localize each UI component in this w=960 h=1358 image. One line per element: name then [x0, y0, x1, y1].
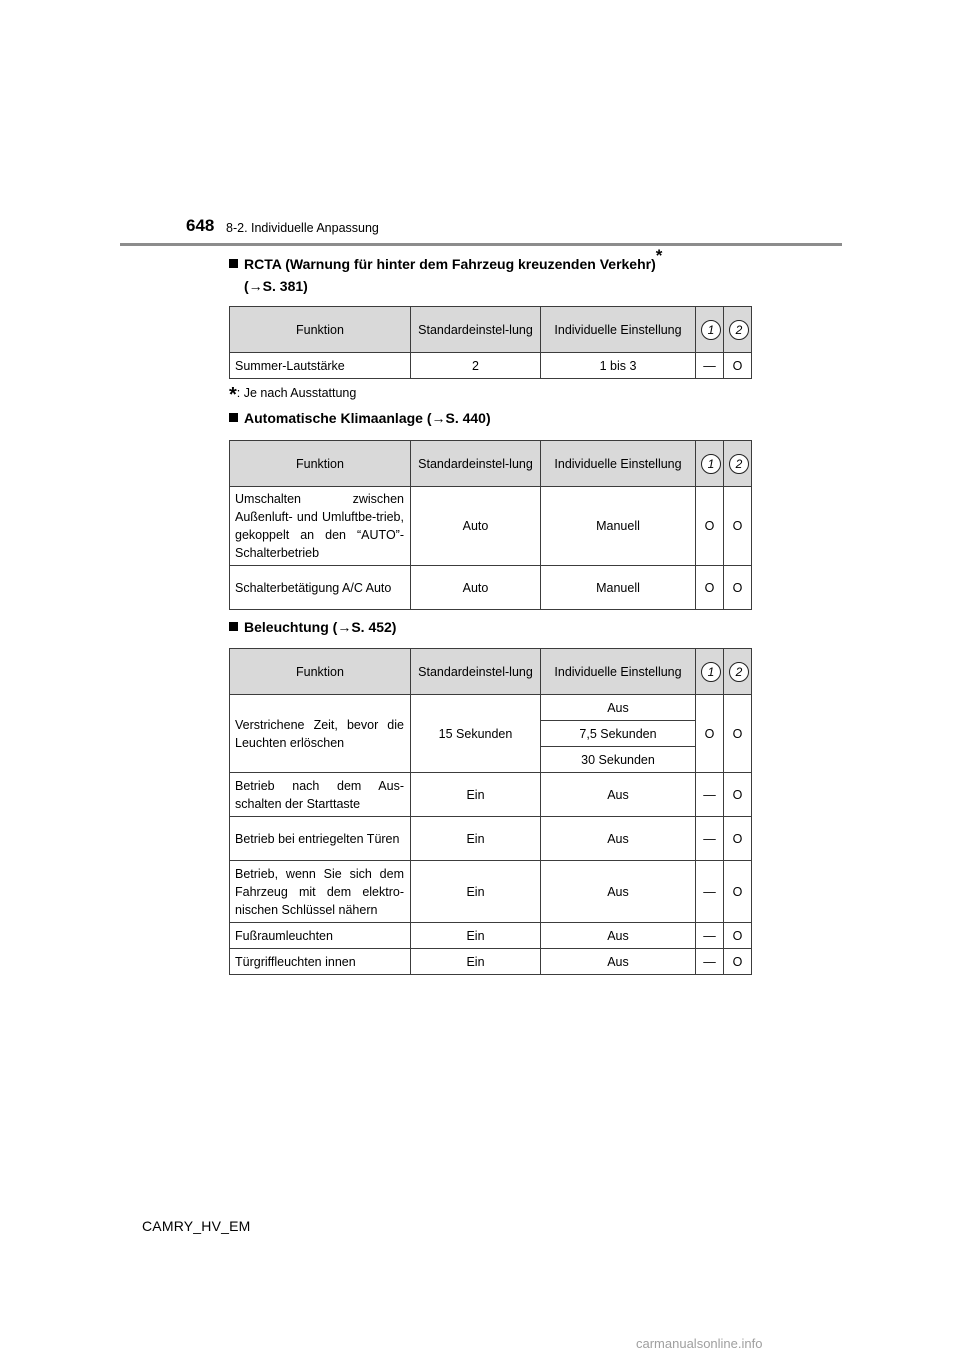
col-custom: Individuelle Einstellung — [541, 307, 696, 353]
option-cell: Aus — [541, 695, 696, 721]
watermark: carmanualsonline.info — [636, 1336, 763, 1351]
col-custom: Individuelle Einstellung — [541, 649, 696, 695]
circled-two-icon: 2 — [729, 662, 749, 682]
function-cell: Betrieb, wenn Sie sich dem Fahrzeug mit dem elektro-nischen Schlüssel nähern — [230, 861, 411, 923]
c2-cell: O — [724, 695, 752, 773]
circled-one-icon: 1 — [701, 662, 721, 682]
default-cell: Ein — [411, 949, 541, 975]
table-header-row — [230, 441, 752, 487]
bullet-square-icon — [229, 413, 238, 422]
function-cell: Verstrichene Zeit, bevor die Leuchten erlöschen — [230, 695, 411, 773]
bullet-square-icon — [229, 259, 238, 268]
custom-cell: Aus — [541, 861, 696, 923]
col-default: Standardeinstel-lung — [411, 441, 541, 487]
climate-table — [229, 440, 752, 610]
table-row — [230, 949, 752, 975]
c2-cell: O — [724, 353, 752, 379]
circled-one-icon: 1 — [701, 320, 721, 340]
lighting-title: Beleuchtung (→S. 452) — [244, 619, 397, 635]
footnote — [229, 384, 356, 407]
table-row — [230, 923, 752, 949]
function-cell: Betrieb bei entriegelten Türen — [230, 817, 411, 861]
col-default: Standardeinstel-lung — [411, 649, 541, 695]
custom-cell: Aus — [541, 949, 696, 975]
bullet-square-icon — [229, 622, 238, 631]
default-cell: 2 — [411, 353, 541, 379]
rcta-heading — [229, 246, 663, 272]
default-cell: Ein — [411, 923, 541, 949]
col-function: Funktion — [230, 649, 411, 695]
c2-cell: O — [724, 487, 752, 566]
c1-cell: O — [696, 566, 724, 610]
option-cell: 30 Sekunden — [541, 747, 696, 773]
footnote-mark: * — [229, 384, 237, 406]
default-cell: Ein — [411, 861, 541, 923]
col-default: Standardeinstel-lung — [411, 307, 541, 353]
col-function: Funktion — [230, 441, 411, 487]
col-1 — [696, 441, 724, 487]
c1-cell: — — [696, 773, 724, 817]
rcta-ref: (→S. 381) — [244, 278, 308, 294]
custom-cell: Manuell — [541, 566, 696, 610]
function-cell: Schalterbetätigung A/C Auto — [230, 566, 411, 610]
c2-cell: O — [724, 773, 752, 817]
footer-model-code: CAMRY_HV_EM — [142, 1218, 251, 1234]
default-cell: 15 Sekunden — [411, 695, 541, 773]
custom-cell: Aus — [541, 817, 696, 861]
custom-cell: Aus — [541, 773, 696, 817]
default-cell: Ein — [411, 817, 541, 861]
header-rule — [120, 243, 842, 246]
table-row — [230, 566, 752, 610]
c2-cell: O — [724, 566, 752, 610]
c2-cell: O — [724, 861, 752, 923]
table-row — [230, 817, 752, 861]
table-row — [230, 353, 752, 379]
table-header-row — [230, 307, 752, 353]
default-cell: Ein — [411, 773, 541, 817]
circled-two-icon: 2 — [729, 320, 749, 340]
circled-two-icon: 2 — [729, 454, 749, 474]
table-row — [230, 861, 752, 923]
custom-cell: Aus — [541, 923, 696, 949]
custom-cell: 1 bis 3 — [541, 353, 696, 379]
lighting-heading — [229, 619, 396, 635]
col-2 — [724, 649, 752, 695]
page-number: 648 — [186, 216, 215, 235]
table-row — [230, 695, 752, 721]
climate-title: Automatische Klimaanlage (→S. 440) — [244, 410, 491, 426]
rcta-title: RCTA (Warnung für hinter dem Fahrzeug kreuzenden Verkehr) — [244, 256, 656, 272]
function-cell: Fußraumleuchten — [230, 923, 411, 949]
rcta-table — [229, 306, 752, 379]
c1-cell: — — [696, 353, 724, 379]
c1-cell: — — [696, 861, 724, 923]
climate-heading — [229, 410, 491, 426]
table-row — [230, 773, 752, 817]
col-1 — [696, 649, 724, 695]
custom-cell: Manuell — [541, 487, 696, 566]
asterisk-mark: * — [655, 246, 663, 265]
table-row — [230, 487, 752, 566]
c1-cell: — — [696, 949, 724, 975]
option-cell: 7,5 Sekunden — [541, 721, 696, 747]
col-1 — [696, 307, 724, 353]
col-custom: Individuelle Einstellung — [541, 441, 696, 487]
function-cell: Türgriffleuchten innen — [230, 949, 411, 975]
c1-cell: — — [696, 923, 724, 949]
section-title: 8-2. Individuelle Anpassung — [226, 221, 379, 235]
c1-cell: — — [696, 817, 724, 861]
table-header-row — [230, 649, 752, 695]
c1-cell: O — [696, 487, 724, 566]
col-function: Funktion — [230, 307, 411, 353]
default-cell: Auto — [411, 487, 541, 566]
c2-cell: O — [724, 817, 752, 861]
c1-cell: O — [696, 695, 724, 773]
function-cell: Summer-Lautstärke — [230, 353, 411, 379]
default-cell: Auto — [411, 566, 541, 610]
function-cell: Betrieb nach dem Aus-schalten der Starttaste — [230, 773, 411, 817]
col-2 — [724, 307, 752, 353]
circled-one-icon: 1 — [701, 454, 721, 474]
col-2 — [724, 441, 752, 487]
function-cell: Umschalten zwischen Außenluft- und Umluftbe-trieb, gekoppelt an den “AUTO”-Schalterbetrieb — [230, 487, 411, 566]
lighting-table — [229, 648, 752, 975]
footnote-text: : Je nach Ausstattung — [236, 386, 357, 400]
c2-cell: O — [724, 949, 752, 975]
c2-cell: O — [724, 923, 752, 949]
